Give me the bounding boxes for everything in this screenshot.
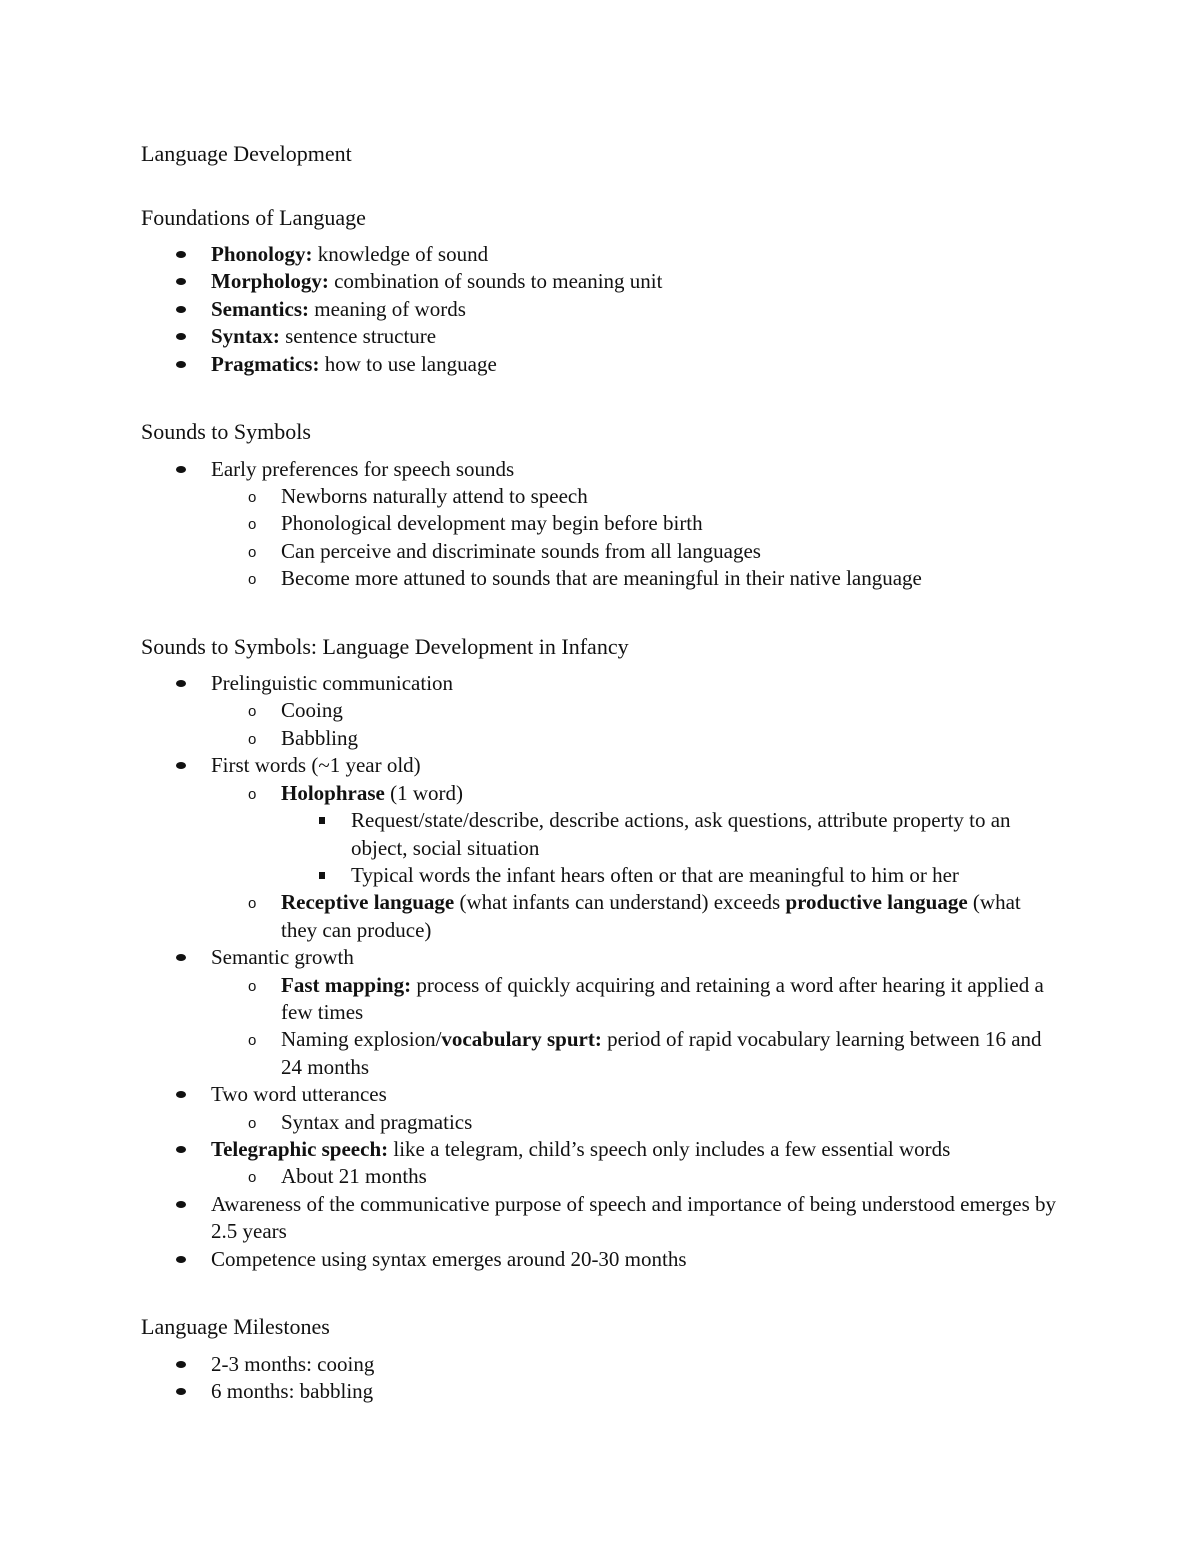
sub-list-item (211, 565, 1061, 592)
list-item (141, 1351, 1061, 1378)
bullet-icon (176, 1091, 186, 1098)
sounds-list (141, 456, 1061, 593)
square-bullet-icon (319, 817, 325, 824)
sub-list (141, 972, 1061, 1082)
bullet-icon (176, 251, 186, 258)
list-item (141, 944, 1061, 1081)
bullet-icon (176, 1361, 186, 1368)
item-text: Early preferences for speech sounds (211, 456, 515, 481)
term: Holophrase (281, 780, 385, 805)
section-heading-infancy: Sounds to Symbols: Language Development in Infancy (141, 633, 629, 659)
item-text: Prelinguistic communication (211, 671, 454, 696)
item-text: About 21 months (281, 1164, 427, 1189)
item-text: Syntax and pragmatics (281, 1109, 473, 1134)
list-item (141, 1081, 1061, 1136)
list-item (141, 456, 1061, 593)
item-text: period of rapid vocabulary learning between 16 and 24 months (281, 1027, 1042, 1079)
term: Receptive language (281, 890, 455, 915)
sub-list-item (211, 889, 1061, 944)
sub-list-item (211, 538, 1061, 565)
bullet-icon (176, 762, 186, 769)
circle-bullet-icon: o (248, 895, 257, 913)
item-text: process of quickly acquiring and retaining a word after hearing it applied a few times (281, 972, 1044, 1024)
sub-list-item (211, 725, 1061, 752)
infancy-list (141, 670, 1061, 1273)
bullet-icon (176, 361, 186, 368)
list-item (141, 268, 1061, 295)
item-text: (what they can produce) (281, 890, 1021, 942)
list-item (141, 1246, 1061, 1273)
item-text: First words (~1 year old) (211, 753, 421, 778)
item-text: (1 word) (384, 780, 463, 805)
section-heading-milestones: Language Milestones (141, 1314, 330, 1339)
circle-bullet-icon: o (248, 703, 257, 721)
sub-sub-list-item (281, 862, 1061, 889)
bullet-icon (176, 954, 186, 961)
item-text: Babbling (281, 725, 358, 750)
term: vocabulary spurt: (441, 1027, 602, 1052)
sub-list-item (211, 1109, 1061, 1136)
bullet-icon (176, 680, 186, 687)
item-text: 6 months: babbling (211, 1378, 374, 1403)
term: Telegraphic speech: (211, 1136, 389, 1161)
circle-bullet-icon: o (248, 488, 257, 506)
item-text: Newborns naturally attend to speech (281, 483, 588, 508)
list-item (141, 1136, 1061, 1191)
item-text: Two word utterances (211, 1082, 387, 1107)
definition: how to use language (319, 351, 497, 376)
sub-list-item (211, 1026, 1061, 1081)
bullet-icon (176, 1201, 186, 1208)
bullet-icon (176, 278, 186, 285)
sub-sub-list-item (281, 807, 1061, 862)
sub-list-item (211, 510, 1061, 537)
term: Syntax: (211, 324, 280, 349)
circle-bullet-icon: o (248, 571, 257, 589)
term: Morphology: (211, 269, 329, 294)
bullet-icon (176, 333, 186, 340)
sub-list-item (211, 697, 1061, 724)
bullet-icon (176, 1388, 186, 1395)
sub-list (141, 697, 1061, 752)
sub-list (141, 780, 1061, 944)
circle-bullet-icon: o (248, 1114, 257, 1132)
item-text: Cooing (281, 698, 343, 723)
item-text: Request/state/describe, describe actions, ask questions, attribute property to an object, social situation (351, 808, 1011, 860)
sub-list (141, 1163, 1061, 1190)
document-body (141, 140, 1061, 1445)
list-item (141, 1191, 1061, 1246)
definition: combination of sounds to meaning unit (328, 269, 663, 294)
bullet-icon (176, 306, 186, 313)
item-text: 2-3 months: cooing (211, 1351, 375, 1376)
list-item (141, 752, 1061, 944)
list-item (141, 296, 1061, 323)
bullet-icon (176, 1146, 186, 1153)
item-text: Can perceive and discriminate sounds from all languages (281, 538, 761, 563)
list-item (141, 241, 1061, 268)
definition: meaning of words (309, 296, 466, 321)
section-heading-sounds: Sounds to Symbols (141, 419, 311, 445)
sub-list-item (211, 780, 1061, 890)
sub-list (141, 483, 1061, 593)
sub-list-item (211, 972, 1061, 1027)
circle-bullet-icon: o (248, 516, 257, 534)
bullet-icon (176, 466, 186, 473)
section-heading-foundations: Foundations of Language (141, 204, 366, 230)
sub-sub-list (281, 807, 1061, 889)
list-item (141, 1378, 1061, 1405)
item-text: Phonological development may begin before birth (281, 511, 703, 536)
item-text: Awareness of the communicative purpose of speech and importance of being understood emerges by 2.5 years (211, 1191, 1057, 1244)
item-text: Naming explosion/ (281, 1027, 442, 1052)
bullet-icon (176, 1256, 186, 1263)
square-bullet-icon (319, 872, 325, 879)
milestones-list (141, 1351, 1061, 1406)
item-text: (what infants can understand) exceeds (454, 890, 786, 915)
item-text: Semantic growth (211, 945, 354, 970)
item-text: like a telegram, child’s speech only includes a few essential words (388, 1136, 951, 1161)
circle-bullet-icon: o (248, 1032, 257, 1050)
term: productive language (785, 890, 968, 915)
sub-list (141, 1109, 1061, 1136)
term: Pragmatics: (211, 351, 320, 376)
definition: knowledge of sound (312, 242, 489, 266)
item-text: Competence using syntax emerges around 20-30 months (211, 1246, 687, 1271)
sub-list-item (211, 1163, 1061, 1190)
list-item (141, 670, 1061, 752)
definition: sentence structure (279, 324, 437, 349)
foundations-list (141, 241, 1061, 378)
list-item (141, 351, 1061, 378)
circle-bullet-icon: o (248, 730, 257, 748)
item-text: Typical words the infant hears often or that are meaningful to him or her (351, 862, 959, 887)
item-text: Become more attuned to sounds that are meaningful in their native language (281, 566, 922, 591)
list-item (141, 323, 1061, 350)
term: Phonology: (211, 242, 313, 266)
circle-bullet-icon: o (248, 785, 257, 803)
sub-list-item (211, 483, 1061, 510)
circle-bullet-icon: o (248, 977, 257, 995)
document-title: Language Development (141, 141, 352, 166)
term: Fast mapping: (281, 972, 412, 997)
circle-bullet-icon: o (248, 1169, 257, 1187)
term: Semantics: (211, 296, 309, 321)
circle-bullet-icon: o (248, 543, 257, 561)
